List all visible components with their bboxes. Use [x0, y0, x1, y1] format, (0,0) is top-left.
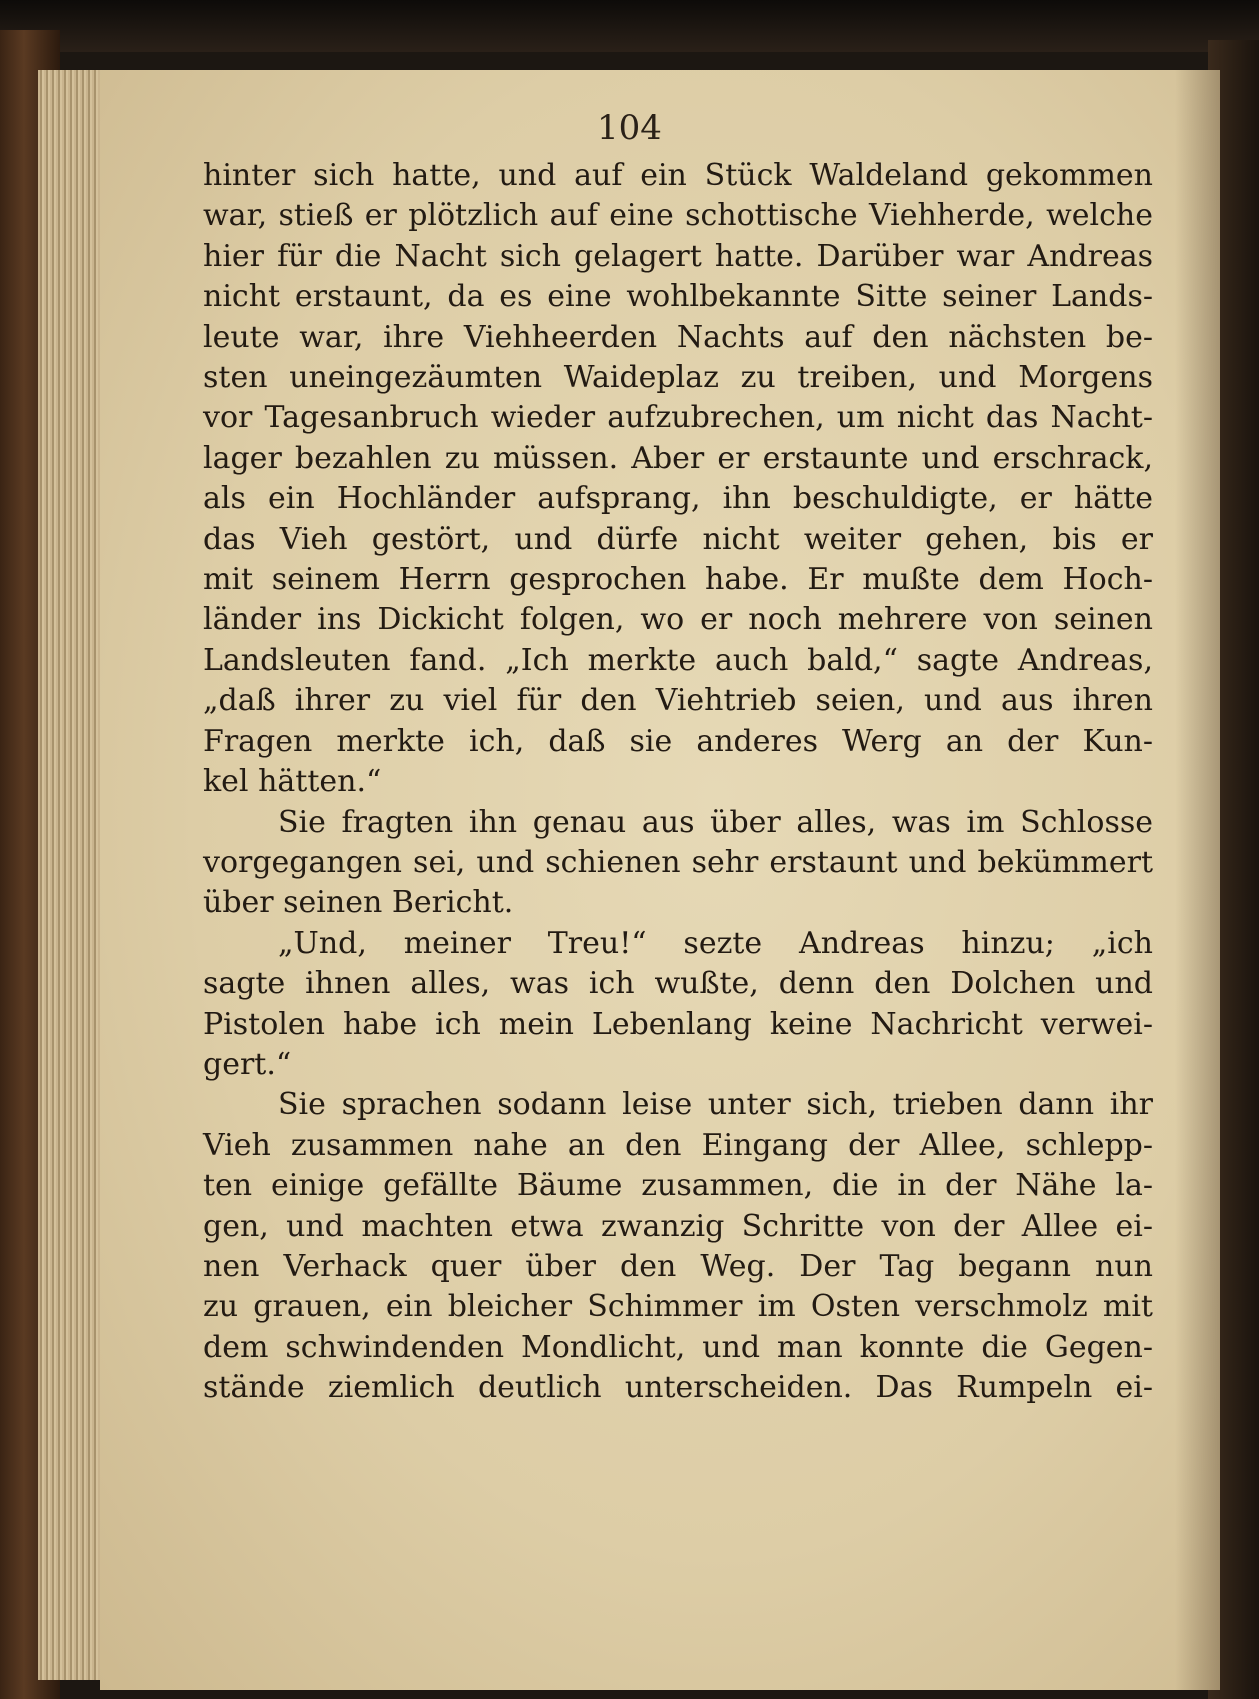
text-line: Fragen merkte ich, daß sie anderes Werg an der Kun-: [203, 723, 1153, 759]
text-line: war, stieß er plötzlich auf eine schottische Viehherde, welche: [203, 198, 1153, 234]
text-line: kel hätten.“: [203, 764, 382, 800]
text-line: ten einige gefällte Bäume zusammen, die in der Nähe la-: [203, 1168, 1153, 1204]
text-line: stände ziemlich deutlich unterscheiden. Das Rumpeln ei-: [203, 1370, 1153, 1406]
text-line: über seinen Bericht.: [203, 885, 514, 921]
text-line: länder ins Dickicht folgen, wo er noch mehrere von seinen: [203, 602, 1153, 638]
text-line: Vieh zusammen nahe an den Eingang der Allee, schlepp-: [203, 1127, 1153, 1163]
text-line: lager bezahlen zu müssen. Aber er erstaunte und erschrack,: [203, 440, 1153, 476]
text-line: Sie fragten ihn genau aus über alles, was im Schlosse: [278, 804, 1153, 840]
text-line: vor Tagesanbruch wieder aufzubrechen, um nicht das Nacht-: [203, 400, 1153, 436]
text-line: hier für die Nacht sich gelagert hatte. Darüber war Andreas: [203, 238, 1153, 274]
text-line: hinter sich hatte, und auf ein Stück Waldeland gekommen: [203, 158, 1153, 193]
text-line: als ein Hochländer aufsprang, ihn beschuldigte, er hätte: [203, 481, 1153, 517]
text-line: sten uneingezäumten Waideplaz zu treiben, und Morgens: [203, 360, 1153, 396]
text-line: zu grauen, ein bleicher Schimmer im Osten verschmolz mit: [203, 1289, 1153, 1325]
book-cover-top: [0, 0, 1259, 52]
text-line: Sie sprachen sodann leise unter sich, trieben dann ihr: [278, 1087, 1153, 1123]
text-line: vorgegangen sei, und schienen sehr erstaunt und bekümmert: [203, 844, 1153, 880]
text-line: „Und, meiner Treu!“ sezte Andreas hinzu; „ich: [278, 925, 1153, 961]
text-line: gert.“: [203, 1046, 292, 1082]
text-line: gen, und machten etwa zwanzig Schritte von der Allee ei-: [203, 1208, 1153, 1244]
page-number: 104: [597, 108, 662, 148]
body-text: [203, 156, 1153, 1409]
text-line: Pistolen habe ich mein Lebenlang keine Nachricht verwei-: [203, 1006, 1153, 1042]
text-line: sagte ihnen alles, was ich wußte, denn den Dolchen und: [203, 966, 1153, 1002]
page-gutter: [1175, 70, 1220, 1690]
text-line: mit seinem Herrn gesprochen habe. Er mußte dem Hoch-: [203, 562, 1153, 598]
text-line: „daß ihrer zu viel für den Viehtrieb seien, und aus ihren: [203, 683, 1153, 719]
text-line: leute war, ihre Viehheerden Nachts auf den nächsten be-: [203, 319, 1153, 355]
text-line: nen Verhack quer über den Weg. Der Tag begann nun: [203, 1248, 1153, 1284]
text-line: nicht erstaunt, da es eine wohlbekannte Sitte seiner Lands-: [203, 279, 1153, 315]
text-line: das Vieh gestört, und dürfe nicht weiter gehen, bis er: [203, 521, 1153, 557]
text-line: Landsleuten fand. „Ich merkte auch bald,“ sagte Andreas,: [203, 642, 1153, 678]
text-line: dem schwindenden Mondlicht, und man konnte die Gegen-: [203, 1329, 1153, 1365]
